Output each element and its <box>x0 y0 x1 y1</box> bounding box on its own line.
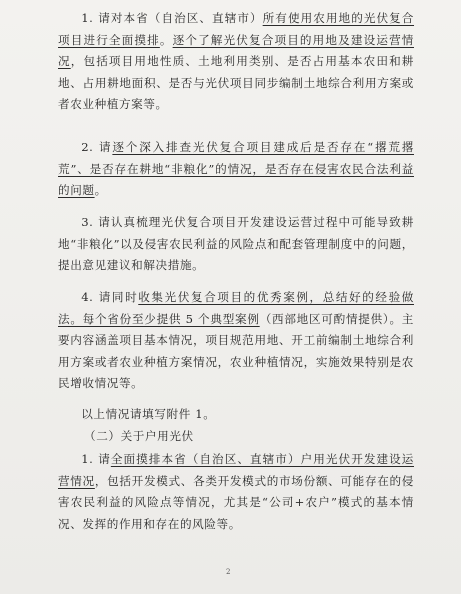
paragraph-6 <box>58 449 414 535</box>
paragraph-text: 1. 请对本省（自治区、直辖市） <box>81 11 263 25</box>
paragraph-text: 。 <box>159 32 173 47</box>
paragraph-text: 以上情况请填写附件 1。 <box>81 407 216 421</box>
paragraph-text: ，包括开发模式、各类开发模式的市场份额、可能存在的侵害农民利益的风险点等情况，尤其是“公司+农户”模式的基本情况、发挥的作用和存在的风险等。 <box>58 473 414 531</box>
underlined-text: 收集光伏复合项目的优秀案例，总结好的经验做法。每个省份至少提供 5 个典型案例 <box>58 290 414 326</box>
paragraph-text: 。 <box>94 183 107 197</box>
paragraph-5 <box>58 404 414 426</box>
paragraph-text: 4. 请同时 <box>81 290 139 304</box>
section-heading: （二）关于户用光伏 <box>84 429 194 443</box>
underlined-text: 所有使用农用地的光伏复合项目进行全面摸排 <box>58 11 415 47</box>
page-number: 2 <box>226 568 231 576</box>
underlined-text: 逐个深入排查光伏复合项目建成后是否存在“撂荒撂荒”、是否存在耕地“非粮化”的情况，是否存在侵害农民合法利益的问题 <box>58 140 414 197</box>
paragraph-text: ，包括项目用地性质、土地利用类别、是否占用基本农田和耕地、占用耕地面积、是否与光伏项目同步编制土地综合利用方案或者农业种植方案等。 <box>58 54 414 111</box>
paragraph-text: （西部地区可酌情提供）。主要内容涵盖项目基本情况，项目规范用地、开工前编制土地综合利用方案或者农业种植方案情况，农业种植情况，实施效果特别是农民增收情况等。 <box>58 311 414 390</box>
paragraph-2 <box>58 137 414 202</box>
paragraph-text: 3. 请认真梳理光伏复合项目开发建设运营过程中可能导致耕地“非粮化”以及侵害农民利益的风险点和配套管理制度中的问题，提出意见建议和解决措施。 <box>58 215 414 272</box>
paragraph-4 <box>58 287 414 395</box>
paragraph-1 <box>58 8 414 116</box>
underlined-text: 全面摸排本省（自治区、直辖市）户用光伏开发建设运营情况 <box>58 452 414 488</box>
underlined-text: 逐个了解光伏复合项目的用地及建设运营情况 <box>58 32 414 68</box>
paragraph-text: 1. 请 <box>81 452 111 466</box>
paragraph-text: 2. 请 <box>81 140 113 154</box>
paragraph-3 <box>58 212 414 277</box>
